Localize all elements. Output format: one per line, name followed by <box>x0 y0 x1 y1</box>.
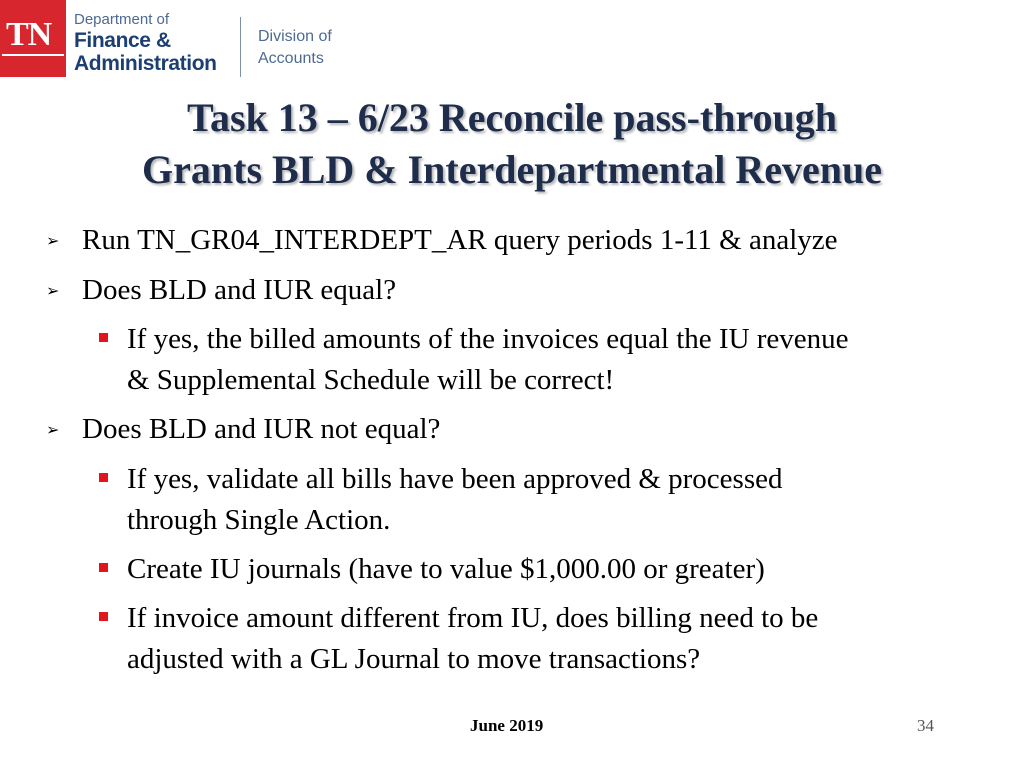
arrow-bullet-icon: ➢ <box>46 231 60 250</box>
sub-bullet-item <box>127 459 783 541</box>
dept-line-1: Department of <box>74 11 170 28</box>
dept-line-3: Administration <box>74 52 217 75</box>
square-bullet-icon <box>99 473 108 482</box>
bullet-item <box>46 409 441 450</box>
division-line-2: Accounts <box>258 50 324 67</box>
bullet-text-line-2: adjusted with a GL Journal to move transactions? <box>127 643 701 675</box>
slide-title-line-1: Task 13 – 6/23 Reconcile pass-through <box>186 95 838 140</box>
dept-line-2: Finance & <box>74 29 171 52</box>
bullet-text: Does BLD and IUR equal? <box>82 274 397 306</box>
bullet-item <box>46 220 838 261</box>
bullet-text: Create IU journals (have to value $1,000.00 or greater) <box>127 553 765 585</box>
arrow-bullet-icon: ➢ <box>46 281 60 300</box>
logo-divider <box>240 17 241 77</box>
department-name <box>74 12 217 74</box>
tn-logo-text: TN <box>6 16 52 53</box>
square-bullet-icon <box>99 563 108 572</box>
tn-logo-underline <box>2 54 64 56</box>
bullet-text-line-1: If yes, validate all bills have been approved & processed <box>127 463 783 495</box>
slide-title <box>0 92 1024 196</box>
bullet-text: Run TN_GR04_INTERDEPT_AR query periods 1-11 & analyze <box>82 224 838 256</box>
tn-logo-mark <box>0 0 66 77</box>
bullet-text: Does BLD and IUR not equal? <box>82 413 441 445</box>
sub-bullet-item <box>127 319 849 401</box>
bullet-text-line-2: through Single Action. <box>127 504 391 536</box>
tn-finance-logo <box>0 0 360 80</box>
arrow-bullet-icon: ➢ <box>46 420 60 439</box>
division-line-1: Division of <box>258 28 332 45</box>
bullet-text-line-1: If yes, the billed amounts of the invoices equal the IU revenue <box>127 323 849 355</box>
sub-bullet-item <box>127 549 765 590</box>
sub-bullet-item <box>127 598 818 680</box>
bullet-item <box>46 270 397 311</box>
bullet-text-line-2: & Supplemental Schedule will be correct! <box>127 364 615 396</box>
square-bullet-icon <box>99 333 108 342</box>
division-name <box>258 26 332 70</box>
footer-date: June 2019 <box>470 716 544 735</box>
square-bullet-icon <box>99 612 108 621</box>
slide-title-line-2: Grants BLD & Interdepartmental Revenue <box>142 147 882 192</box>
page-number: 34 <box>917 716 934 735</box>
bullet-text-line-1: If invoice amount different from IU, does billing need to be <box>127 602 819 634</box>
